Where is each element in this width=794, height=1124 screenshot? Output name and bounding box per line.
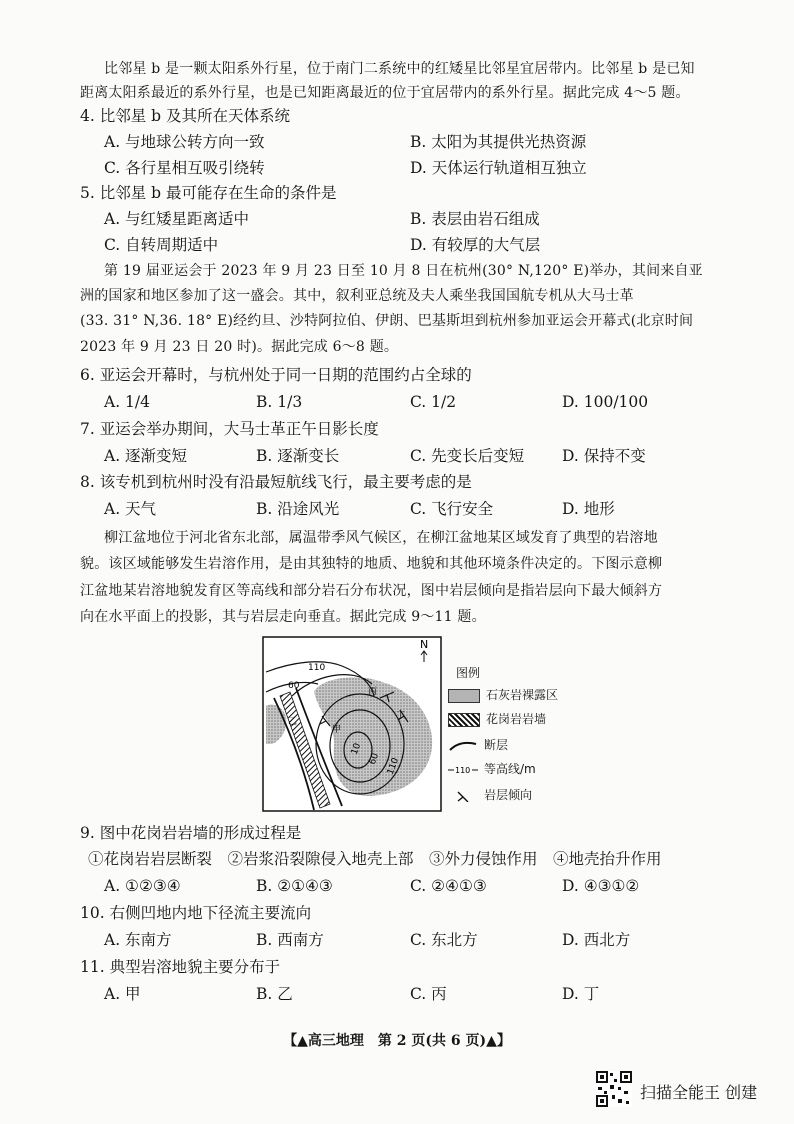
q7-option-a[interactable]: A. 逐渐变短 bbox=[104, 447, 188, 465]
q9-option-b[interactable]: B. ②①④③ bbox=[256, 877, 333, 895]
passage1-line2: 距离太阳系最近的系外行星，也是已知距离最近的位于宜居带内的系外行星。据此完成 4～5 题。 bbox=[80, 85, 690, 101]
legend-item-dip bbox=[448, 786, 532, 803]
q10-stem: 10. 右侧凹地内地下径流主要流向 bbox=[80, 904, 312, 922]
q8-stem: 8. 该专机到杭州时没有沿最短航线飞行，最主要考虑的是 bbox=[80, 473, 472, 491]
legend-title: 图例 bbox=[456, 666, 481, 680]
legend-item-contour bbox=[448, 760, 536, 777]
q4-option-b[interactable]: B. 太阳为其提供光热资源 bbox=[410, 133, 587, 151]
legend-item-granite bbox=[448, 710, 546, 727]
q6-option-a[interactable]: A. 1/4 bbox=[104, 393, 150, 411]
legend-label: 断层 bbox=[484, 738, 509, 752]
q4-stem: 4. 比邻星 b 及其所在天体系统 bbox=[80, 107, 290, 125]
q8-option-a[interactable]: A. 天气 bbox=[104, 500, 157, 518]
q8-option-b[interactable]: B. 沿途风光 bbox=[256, 500, 340, 518]
q10-option-d[interactable]: D. 西北方 bbox=[562, 931, 631, 949]
q5-option-a[interactable]: A. 与红矮星距离适中 bbox=[104, 210, 250, 228]
q5-option-d[interactable]: D. 有较厚的大气层 bbox=[410, 236, 541, 254]
q4-option-d[interactable]: D. 天体运行轨道相互独立 bbox=[410, 159, 587, 177]
q9-option-d[interactable]: D. ④③①② bbox=[562, 877, 640, 895]
q11-option-a[interactable]: A. 甲 bbox=[104, 985, 141, 1003]
contour-label: 60 bbox=[367, 751, 382, 767]
q6-option-d[interactable]: D. 100/100 bbox=[562, 393, 649, 411]
q10-option-b[interactable]: B. 西南方 bbox=[256, 931, 324, 949]
q5-option-b[interactable]: B. 表层由岩石组成 bbox=[410, 210, 540, 228]
contour-label: 110 bbox=[385, 756, 402, 777]
scanner-brand-text: 扫描全能王 创建 bbox=[640, 1083, 758, 1102]
q7-option-d[interactable]: D. 保持不变 bbox=[562, 447, 646, 465]
passage2-line2: 洲的国家和地区参加了这一盛会。其中，叙利亚总统及夫人乘坐我国国航专机从大马士革 bbox=[80, 288, 634, 304]
limestone-swatch-icon bbox=[448, 689, 480, 703]
passage2-line4: 2023 年 9 月 23 日 20 时)。据此完成 6～8 题。 bbox=[80, 339, 399, 355]
passage2-line1: 第 19 届亚运会于 2023 年 9 月 23 日至 10 月 8 日在杭州(30° N,120° E)举办，其间来自亚 bbox=[104, 263, 703, 279]
contour-label: 10 bbox=[349, 741, 364, 757]
passage3-line3: 江盆地某岩溶地貌发育区等高线和部分岩石分布状况，图中岩层倾向是指岩层向下最大倾斜方 bbox=[80, 583, 663, 599]
q9-option-c[interactable]: C. ②④①③ bbox=[410, 877, 487, 895]
q9-stem: 9. 图中花岗岩岩墙的形成过程是 bbox=[80, 824, 302, 842]
contour-symbol-icon bbox=[448, 764, 478, 776]
north-label: N bbox=[420, 638, 429, 651]
q11-option-c[interactable]: C. 丙 bbox=[410, 985, 447, 1003]
page-footer: 【▲高三地理 第 2 页(共 6 页)▲】 bbox=[283, 1033, 511, 1049]
legend-label: 石灰岩裸露区 bbox=[486, 688, 559, 702]
contour-map-svg bbox=[262, 636, 442, 812]
q10-option-c[interactable]: C. 东北方 bbox=[410, 931, 478, 949]
legend-label: 花岗岩岩墙 bbox=[486, 712, 547, 726]
contour-label: 110 bbox=[308, 663, 326, 673]
q8-option-c[interactable]: C. 飞行安全 bbox=[410, 500, 494, 518]
q10-option-a[interactable]: A. 东南方 bbox=[104, 931, 172, 949]
karst-contour-map bbox=[262, 636, 442, 812]
q4-option-a[interactable]: A. 与地球公转方向一致 bbox=[104, 133, 265, 151]
q11-option-d[interactable]: D. 丁 bbox=[562, 985, 600, 1003]
legend-contour-value: 110 bbox=[455, 765, 471, 775]
place-label-ding: 丁 bbox=[396, 711, 406, 721]
passage2-line3: (33. 31° N,36. 18° E)经约旦、沙特阿拉伯、伊朗、巴基斯坦到杭州参加亚运会开幕式(北京时间 bbox=[80, 313, 694, 329]
legend-item-limestone bbox=[448, 686, 558, 703]
q11-stem: 11. 典型岩溶地貌主要分布于 bbox=[80, 958, 281, 976]
q7-option-b[interactable]: B. 逐渐变长 bbox=[256, 447, 340, 465]
q7-option-c[interactable]: C. 先变长后变短 bbox=[410, 447, 525, 465]
passage1-line1: 比邻星 b 是一颗太阳系外行星，位于南门二系统中的红矮星比邻星宜居带内。比邻星 b 是已知 bbox=[104, 61, 695, 77]
legend-item-fault bbox=[448, 736, 508, 753]
passage3-line2: 貌。该区域能够发生岩溶作用，是由其独特的地质、地貌和其他环境条件决定的。下图示意柳 bbox=[80, 556, 663, 572]
q5-option-c[interactable]: C. 自转周期适中 bbox=[104, 236, 219, 254]
q6-stem: 6. 亚运会开幕时，与杭州处于同一日期的范围约占全球的 bbox=[80, 366, 472, 384]
legend-label: 岩层倾向 bbox=[484, 788, 533, 802]
q6-option-b[interactable]: B. 1/3 bbox=[256, 393, 303, 411]
q6-option-c[interactable]: C. 1/2 bbox=[410, 393, 457, 411]
passage3-line4: 向在水平面上的投影，其与岩层走向垂直。据此完成 9～11 题。 bbox=[80, 609, 486, 625]
legend-label: 等高线/m bbox=[484, 762, 536, 776]
q9-steps: ①花岗岩岩层断裂 ②岩浆沿裂隙侵入地壳上部 ③外力侵蚀作用 ④地壳抬升作用 bbox=[88, 850, 662, 868]
contour-label: 60 bbox=[288, 681, 300, 691]
passage3-line1: 柳江盆地位于河北省东北部，属温带季风气候区，在柳江盆地某区域发育了典型的岩溶地 bbox=[104, 530, 658, 546]
q11-option-b[interactable]: B. 乙 bbox=[256, 985, 293, 1003]
place-label-jia: 甲 bbox=[332, 725, 342, 735]
place-label-yi: 乙 bbox=[288, 717, 298, 727]
qr-code-icon bbox=[596, 1071, 632, 1107]
granite-swatch-icon bbox=[448, 713, 480, 727]
fault-symbol-icon bbox=[448, 740, 478, 752]
q7-stem: 7. 亚运会举办期间，大马士革正午日影长度 bbox=[80, 420, 379, 438]
q5-stem: 5. 比邻星 b 最可能存在生命的条件是 bbox=[80, 184, 337, 202]
q8-option-d[interactable]: D. 地形 bbox=[562, 500, 615, 518]
place-label-bing: 丙 bbox=[368, 687, 378, 697]
q9-option-a[interactable]: A. ①②③④ bbox=[104, 877, 181, 895]
dip-symbol-icon bbox=[448, 790, 478, 802]
q4-option-c[interactable]: C. 各行星相互吸引绕转 bbox=[104, 159, 265, 177]
